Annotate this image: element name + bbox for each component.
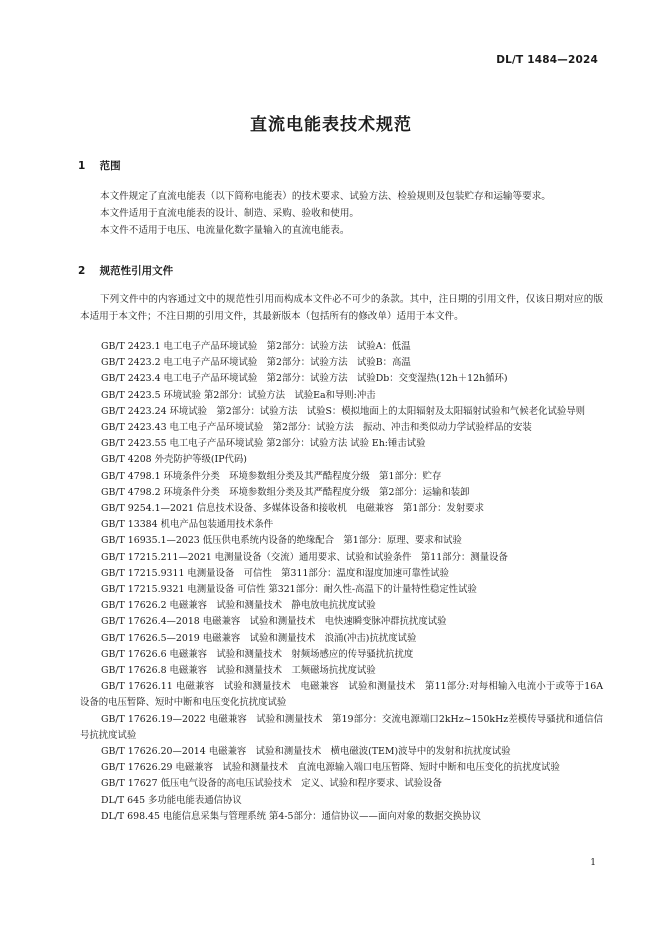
scope-body (80, 188, 603, 239)
reference-item: GB/T 17215.211—2021 电测量设备（交流）通用要求、试验和试验条件 第11部分：测量设备 (101, 551, 508, 563)
standard-code: DL/T 1484—2024 (496, 54, 598, 66)
section-heading-normative-references (78, 263, 173, 278)
reference-item: GB/T 2423.5 环境试验 第2部分：试验方法 试验Ea和导则:冲击 (101, 389, 376, 401)
reference-item: GB/T 2423.43 电工电子产品环境试验 第2部分：试验方法 振动、冲击和类似动力学试验样品的安装 (101, 422, 532, 434)
reference-item: DL/T 698.45 电能信息采集与管理系统 第4-5部分：通信协议——面向对象的数据交换协议 (101, 810, 481, 822)
scope-paragraph: 本文件适用于直流电能表的设计、制造、采购、验收和使用。 (100, 208, 360, 219)
reference-item: GB/T 17626.11 电磁兼容 试验和测量技术 电磁兼容 试验和测量技术 第11部分:对每相输入电流小于或等于16A 设备的电压暂降、短时中断和电压变化抗扰度试验 (80, 681, 603, 709)
reference-item: GB/T 2423.2 电工电子产品环境试验 第2部分：试验方法 试验B：高温 (101, 357, 411, 369)
references-intro (80, 291, 603, 325)
reference-item: GB/T 17626.6 电磁兼容 试验和测量技术 射频场感应的传导骚扰抗扰度 (101, 648, 414, 660)
section-number: 1 (78, 160, 86, 172)
section-number: 2 (78, 265, 86, 277)
intro-paragraph: 下列文件中的内容通过文中的规范性引用而构成本文件必不可少的条款。其中，注日期的引用文件，仅该日期对应的版本适用于本文件；不注日期的引用文件，其最新版本（包括所有的修改单）适用于本文件。 (80, 294, 603, 322)
reference-item: GB/T 4208 外壳防护等级(IP代码) (101, 454, 247, 466)
reference-item: GB/T 17626.5—2019 电磁兼容 试验和测量技术 浪涌(冲击)抗扰度试验 (101, 632, 417, 644)
page-number: 1 (590, 858, 596, 868)
reference-item: DL/T 645 多功能电能表通信协议 (101, 794, 242, 806)
reference-item: GB/T 17215.9321 电测量设备 可信性 第321部分：耐久性-高温下的计量特性稳定性试验 (101, 584, 477, 596)
reference-item: GB/T 9254.1—2021 信息技术设备、多媒体设备和接收机 电磁兼容 第1部分：发射要求 (101, 503, 485, 515)
reference-item: GB/T 2423.1 电工电子产品环境试验 第2部分：试验方法 试验A：低温 (101, 341, 411, 352)
reference-item: GB/T 17626.4—2018 电磁兼容 试验和测量技术 电快速瞬变脉冲群抗扰度试验 (101, 616, 447, 628)
scope-paragraph: 本文件不适用于电压、电流量化数字量输入的直流电能表。 (100, 225, 350, 236)
reference-item: GB/T 4798.2 环境条件分类 环境参数组分类及其严酷程度分级 第2部分：运输和装卸 (101, 486, 470, 498)
reference-item: GB/T 17627 低压电气设备的高电压试验技术 定义、试验和程序要求、试验设备 (101, 778, 442, 790)
document-title: 直流电能表技术规范 (250, 115, 412, 135)
reference-item: GB/T 16935.1—2023 低压供电系统内设备的绝缘配合 第1部分：原理、要求和试验 (101, 535, 462, 547)
section-heading-scope (78, 158, 121, 173)
reference-list (80, 339, 603, 825)
reference-item: GB/T 2423.55 电工电子产品环境试验 第2部分：试验方法 试验 Eh:锤击试验 (101, 438, 426, 450)
reference-item: GB/T 2423.4 电工电子产品环境试验 第2部分：试验方法 试验Db：交变湿热(12h＋12h循环) (101, 373, 508, 385)
reference-item: GB/T 17215.9311 电测量设备 可信性 第311部分：温度和湿度加速可靠性试验 (101, 567, 450, 579)
reference-item: GB/T 17626.8 电磁兼容 试验和测量技术 工频磁场抗扰度试验 (101, 665, 376, 677)
reference-item: GB/T 17626.20—2014 电磁兼容 试验和测量技术 横电磁波(TEM)波导中的发射和抗扰度试验 (101, 746, 511, 758)
section-title: 规范性引用文件 (99, 265, 174, 277)
reference-item: GB/T 17626.29 电磁兼容 试验和测量技术 直流电源输入端口电压暂降、短时中断和电压变化的抗扰度试验 (101, 762, 560, 774)
reference-item: GB/T 17626.2 电磁兼容 试验和测量技术 静电放电抗扰度试验 (101, 600, 376, 612)
reference-item: GB/T 4798.1 环境条件分类 环境参数组分类及其严酷程度分级 第1部分：贮存 (101, 470, 442, 482)
reference-item: GB/T 17626.19—2022 电磁兼容 试验和测量技术 第19部分：交流电源端口2kHz~150kHz差模传导骚扰和通信信号抗扰度试验 (80, 713, 603, 741)
reference-item: GB/T 2423.24 环境试验 第2部分：试验方法 试验S：模拟地面上的太阳辐射及太阳辐射试验和气候老化试验导则 (101, 405, 586, 417)
scope-paragraph: 本文件规定了直流电能表（以下简称电能表）的技术要求、试验方法、检验规则及包装贮存和运输等要求。 (100, 191, 551, 202)
section-title: 范围 (99, 160, 121, 172)
reference-item: GB/T 13384 机电产品包装通用技术条件 (101, 519, 274, 531)
